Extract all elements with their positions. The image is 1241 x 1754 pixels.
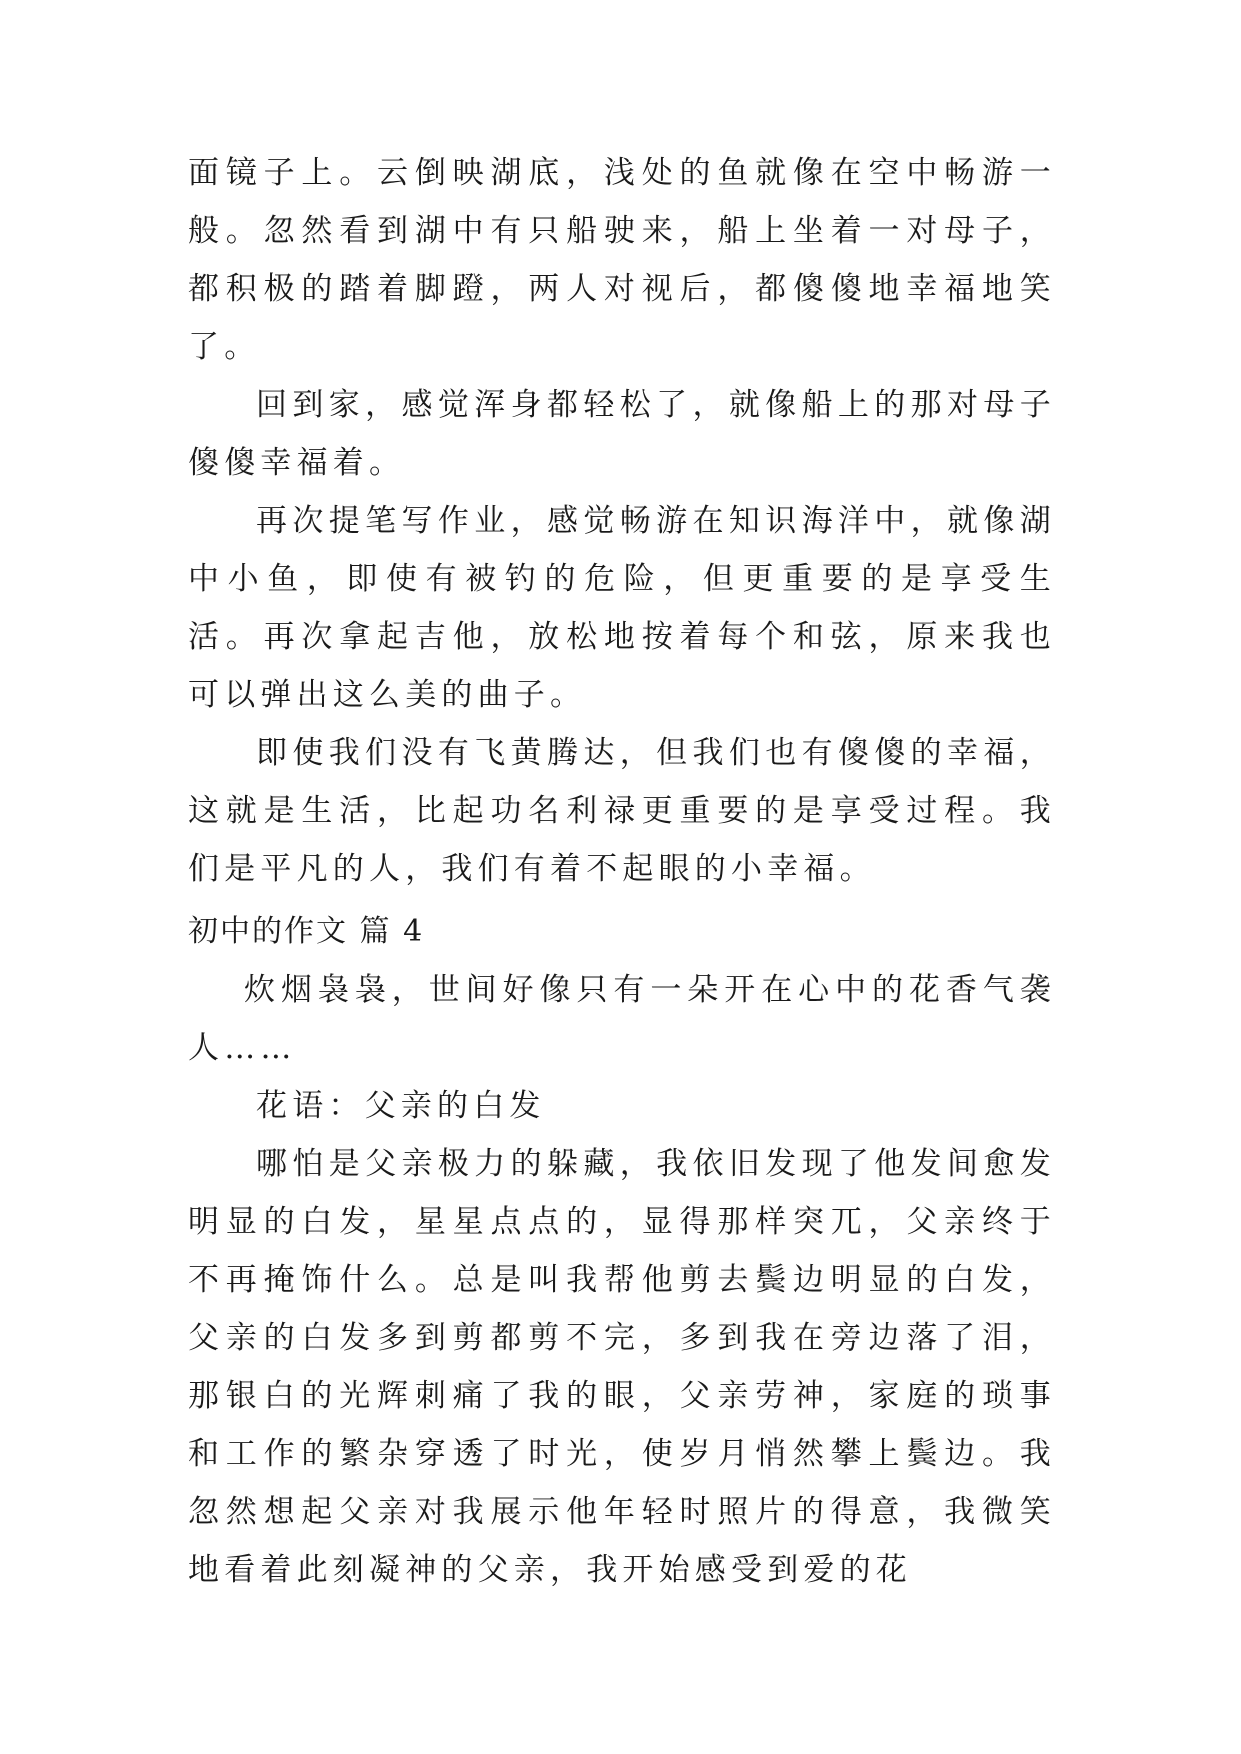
paragraph: 面镜子上。云倒映湖底，浅处的鱼就像在空中畅游一般。忽然看到湖中有只船驶来，船上坐着一对母子，都积极的踏着脚蹬，两人对视后，都傻傻地幸福地笑了。 xyxy=(188,155,1056,365)
paragraph: 回到家，感觉浑身都轻松了，就像船上的那对母子傻傻幸福着。 xyxy=(188,387,1056,481)
paragraph: 炊烟袅袅，世间好像只有一朵开在心中的花香气袭人…… xyxy=(188,972,1056,1066)
paragraph: 哪怕是父亲极力的躲藏，我依旧发现了他发间愈发明显的白发，星星点点的，显得那样突兀，父亲终于不再掩饰什么。总是叫我帮他剪去鬓边明显的白发，父亲的白发多到剪都剪不完，多到我在旁边落了泪，那银白的光辉刺痛了我的眼，父亲劳神，家庭的琐事和工作的繁杂穿透了时光，使岁月悄然攀上鬓边。我忽然想起父亲对我展示他年轻时照片的得意，我微笑地看着此刻凝神的父亲，我开始感受到爱的花 xyxy=(188,1146,1056,1588)
paragraph: 即使我们没有飞黄腾达，但我们也有傻傻的幸福，这就是生活，比起功名利禄更重要的是享受过程。我们是平凡的人，我们有着不起眼的小幸福。 xyxy=(188,735,1056,887)
paragraph-subtitle: 花语：父亲的白发 xyxy=(256,1088,546,1124)
section-2-body xyxy=(188,961,1056,1599)
article-heading: 初中的作文 篇 4 xyxy=(188,914,425,949)
section-1-body xyxy=(188,144,1056,898)
paragraph: 再次提笔写作业，感觉畅游在知识海洋中，就像湖中小鱼，即使有被钓的危险，但更重要的是享受生活。再次拿起吉他，放松地按着每个和弦，原来我也可以弹出这么美的曲子。 xyxy=(188,503,1056,713)
